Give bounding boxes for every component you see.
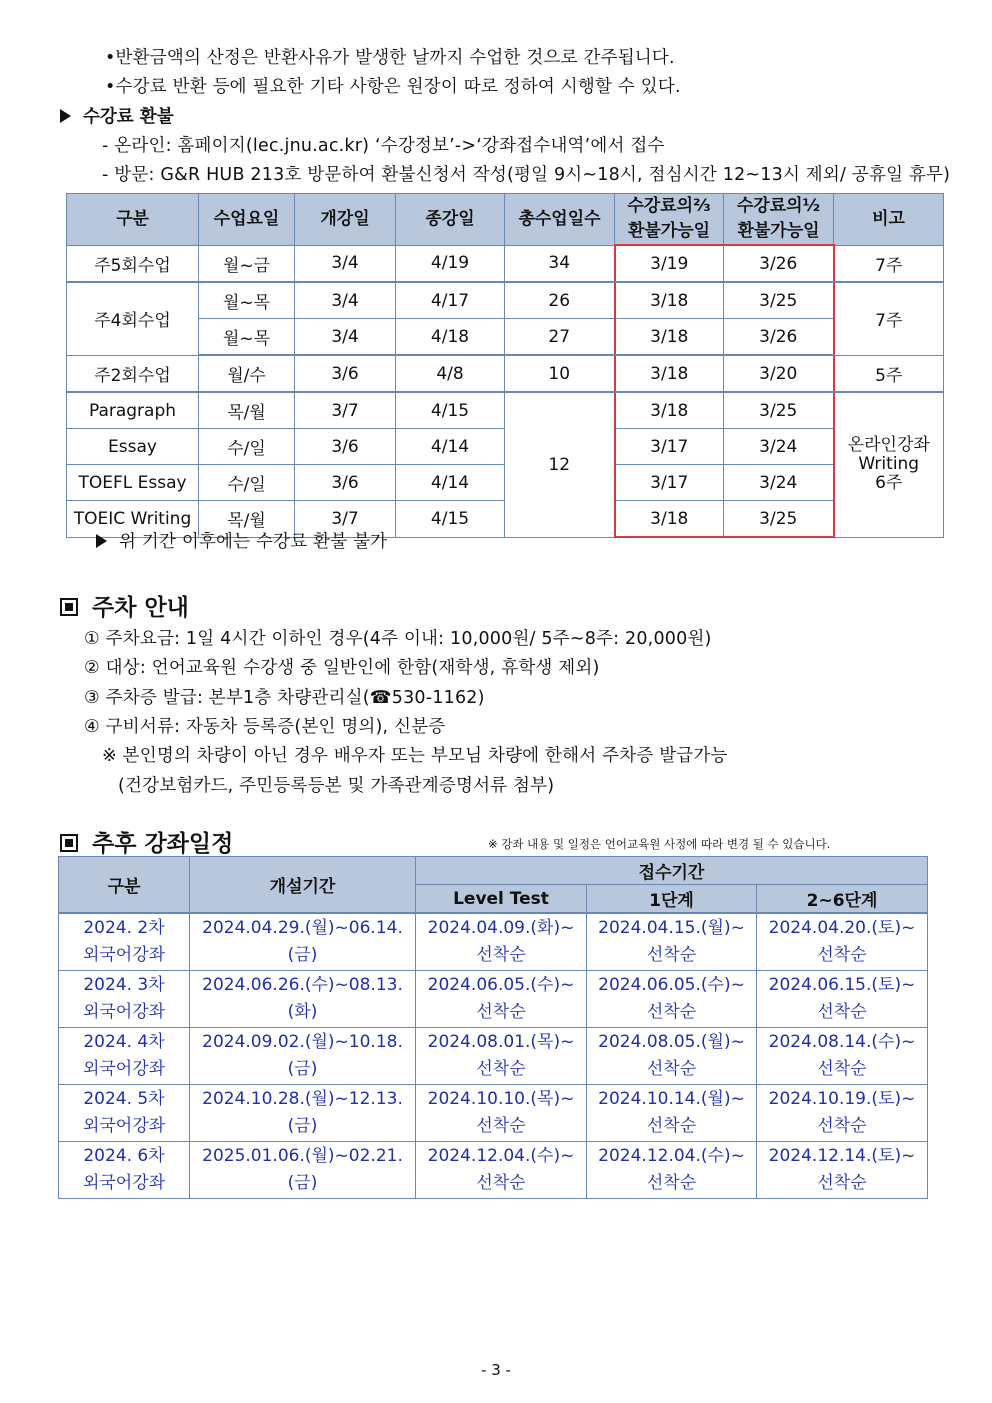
cell-two-thirds: 3/17 [615,429,724,465]
cell-stage1: 2024.06.05.(수)~ 선착순 [587,971,757,1028]
cell-half: 3/20 [724,355,834,392]
cell-note: 7주 [834,282,944,355]
header-reception: 접수기간 [416,857,928,885]
other-matters-note: •수강료 반환 등에 필요한 기타 사항은 원장이 따로 정하여 시행할 수 있다. [105,77,681,97]
cell-half: 3/24 [724,465,834,501]
cell-note: 7주 [834,245,944,282]
cell-start: 3/7 [295,392,396,429]
refund-heading: 수강료 환불 [60,103,174,128]
cell-days: 월~목 [199,282,295,319]
cell-two-thirds: 3/19 [615,245,724,282]
cell-stage2-6: 2024.12.14.(토)~ 선착순 [757,1142,928,1199]
cell-period: 2024.06.26.(수)~08.13.(화) [190,971,416,1028]
parking-remark-attachments: (건강보험카드, 주민등록등본 및 가족관계증명서류 첨부) [118,776,555,796]
parking-remark: ※ 본인명의 차량이 아닌 경우 배우자 또는 부모님 차량에 한해서 주차증 발급가능 [102,746,728,766]
cell-stage2-6: 2024.08.14.(수)~ 선착순 [757,1028,928,1085]
cell-term: 2024. 2차 외국어강좌 [59,913,190,971]
cell-stage1: 2024.08.05.(월)~ 선착순 [587,1028,757,1085]
cell-term: 2024. 6차 외국어강좌 [59,1142,190,1199]
table-row [67,355,944,392]
cell-stage1: 2024.04.15.(월)~ 선착순 [587,913,757,971]
cell-term: 2024. 3차 외국어강좌 [59,971,190,1028]
cell-stage1: 2024.10.14.(월)~ 선착순 [587,1085,757,1142]
header-category: 구분 [67,194,199,246]
cell-days: 월/수 [199,355,295,392]
refund-amount-note: •반환금액의 산정은 반환사유가 발생한 날까지 수업한 것으로 간주됩니다. [105,48,675,68]
cell-half: 3/26 [724,319,834,356]
cell-period: 2025.01.06.(월)~02.21.(금) [190,1142,416,1199]
cell-two-thirds: 3/18 [615,392,724,429]
parking-item-fee: ① 주차요금: 1일 4시간 이하인 경우(4주 이내: 10,000원/ 5주~8주: 20,000원) [84,629,712,649]
cell-two-thirds: 3/18 [615,501,724,538]
cell-term: 2024. 5차 외국어강좌 [59,1085,190,1142]
cell-start: 3/6 [295,465,396,501]
header-category: 구분 [59,857,190,914]
cell-start: 3/4 [295,319,396,356]
cell-half: 3/25 [724,282,834,319]
schedule-notice: ※ 강좌 내용 및 일정은 언어교육원 사정에 따라 변경 될 수 있습니다. [488,837,831,851]
cell-total: 27 [505,319,615,356]
cell-end: 4/15 [396,501,505,538]
schedule-table [58,856,928,1199]
square-bullet-icon [60,834,78,852]
cell-days: 수/일 [199,465,295,501]
cell-days: 목/월 [199,501,295,538]
cell-half: 3/25 [724,501,834,538]
cell-stage2-6: 2024.10.19.(토)~ 선착순 [757,1085,928,1142]
refund-footnote: 위 기간 이후에는 수강료 환불 불가 [96,528,387,553]
square-bullet-icon [60,598,78,616]
cell-end: 4/17 [396,282,505,319]
cell-total: 26 [505,282,615,319]
cell-end: 4/14 [396,465,505,501]
schedule-header-row [59,857,928,885]
table-row [67,282,944,319]
table-row [59,1085,928,1142]
cell-end: 4/14 [396,429,505,465]
cell-category: TOEFL Essay [67,465,199,501]
cell-end: 4/15 [396,392,505,429]
cell-half: 3/24 [724,429,834,465]
table-row [67,245,944,282]
table-row [67,392,944,429]
cell-two-thirds: 3/17 [615,465,724,501]
cell-start: 3/4 [295,282,396,319]
header-stage2-6: 2~6단계 [757,885,928,914]
cell-level-test: 2024.06.05.(수)~ 선착순 [416,971,587,1028]
cell-end: 4/19 [396,245,505,282]
table-row [59,1142,928,1199]
refund-visit-info: - 방문: G&R HUB 213호 방문하여 환불신청서 작성(평일 9시~18시, 점심시간 12~13시 제외/ 공휴일 휴무) [102,165,951,185]
cell-note-online: 온라인강좌 Writing 6주 [834,392,944,537]
cell-term: 2024. 4차 외국어강좌 [59,1028,190,1085]
cell-level-test: 2024.10.10.(목)~ 선착순 [416,1085,587,1142]
header-end: 종강일 [396,194,505,246]
triangle-bullet-icon [96,534,107,548]
cell-days: 수/일 [199,429,295,465]
schedule-heading: 추후 강좌일정 [60,825,233,858]
header-note: 비고 [834,194,944,246]
cell-days: 월~목 [199,319,295,356]
cell-level-test: 2024.12.04.(수)~ 선착순 [416,1142,587,1199]
cell-two-thirds: 3/18 [615,319,724,356]
cell-total: 10 [505,355,615,392]
cell-half: 3/26 [724,245,834,282]
parking-item-target: ② 대상: 언어교육원 수강생 중 일반인에 한함(재학생, 휴학생 제외) [84,658,600,678]
refund-header-row [67,194,944,246]
cell-total: 34 [505,245,615,282]
cell-two-thirds: 3/18 [615,355,724,392]
cell-period: 2024.10.28.(월)~12.13.(금) [190,1085,416,1142]
cell-category: 주4회수업 [67,282,199,355]
cell-level-test: 2024.04.09.(화)~ 선착순 [416,913,587,971]
cell-category: Essay [67,429,199,465]
refund-online-info: - 온라인: 홈페이지(lec.jnu.ac.kr) ‘수강정보’->‘강좌접수내역’에서 접수 [102,136,665,156]
header-two-thirds: 수강료의⅔ 환불가능일 [615,194,724,246]
cell-stage1: 2024.12.04.(수)~ 선착순 [587,1142,757,1199]
cell-start: 3/6 [295,355,396,392]
refund-table [66,193,944,538]
cell-stage2-6: 2024.06.15.(토)~ 선착순 [757,971,928,1028]
cell-period: 2024.04.29.(월)~06.14.(금) [190,913,416,971]
header-stage1: 1단계 [587,885,757,914]
cell-days: 월~금 [199,245,295,282]
header-period: 개설기간 [190,857,416,914]
cell-end: 4/8 [396,355,505,392]
table-row [59,913,928,971]
header-level-test: Level Test [416,885,587,914]
cell-stage2-6: 2024.04.20.(토)~ 선착순 [757,913,928,971]
cell-category: Paragraph [67,392,199,429]
parking-heading: 주차 안내 [60,589,189,622]
parking-item-issue: ③ 주차증 발급: 본부1층 차량관리실(☎530-1162) [84,688,485,708]
header-half: 수강료의½ 환불가능일 [724,194,834,246]
table-row [59,1028,928,1085]
cell-category: 주5회수업 [67,245,199,282]
triangle-bullet-icon [60,109,71,123]
cell-category: 주2회수업 [67,355,199,392]
cell-end: 4/18 [396,319,505,356]
cell-start: 3/7 [295,501,396,538]
cell-total: 12 [505,392,615,537]
cell-two-thirds: 3/18 [615,282,724,319]
cell-start: 3/4 [295,245,396,282]
header-start: 개강일 [295,194,396,246]
cell-category: TOEIC Writing [67,501,199,538]
header-days: 수업요일 [199,194,295,246]
cell-half: 3/25 [724,392,834,429]
cell-period: 2024.09.02.(월)~10.18.(금) [190,1028,416,1085]
page-number: - 3 - [481,1361,511,1379]
cell-note: 5주 [834,355,944,392]
table-row [67,319,944,356]
cell-start: 3/6 [295,429,396,465]
table-row [59,971,928,1028]
header-total: 총수업일수 [505,194,615,246]
cell-level-test: 2024.08.01.(목)~ 선착순 [416,1028,587,1085]
parking-item-documents: ④ 구비서류: 자동차 등록증(본인 명의), 신분증 [84,717,446,737]
cell-days: 목/월 [199,392,295,429]
